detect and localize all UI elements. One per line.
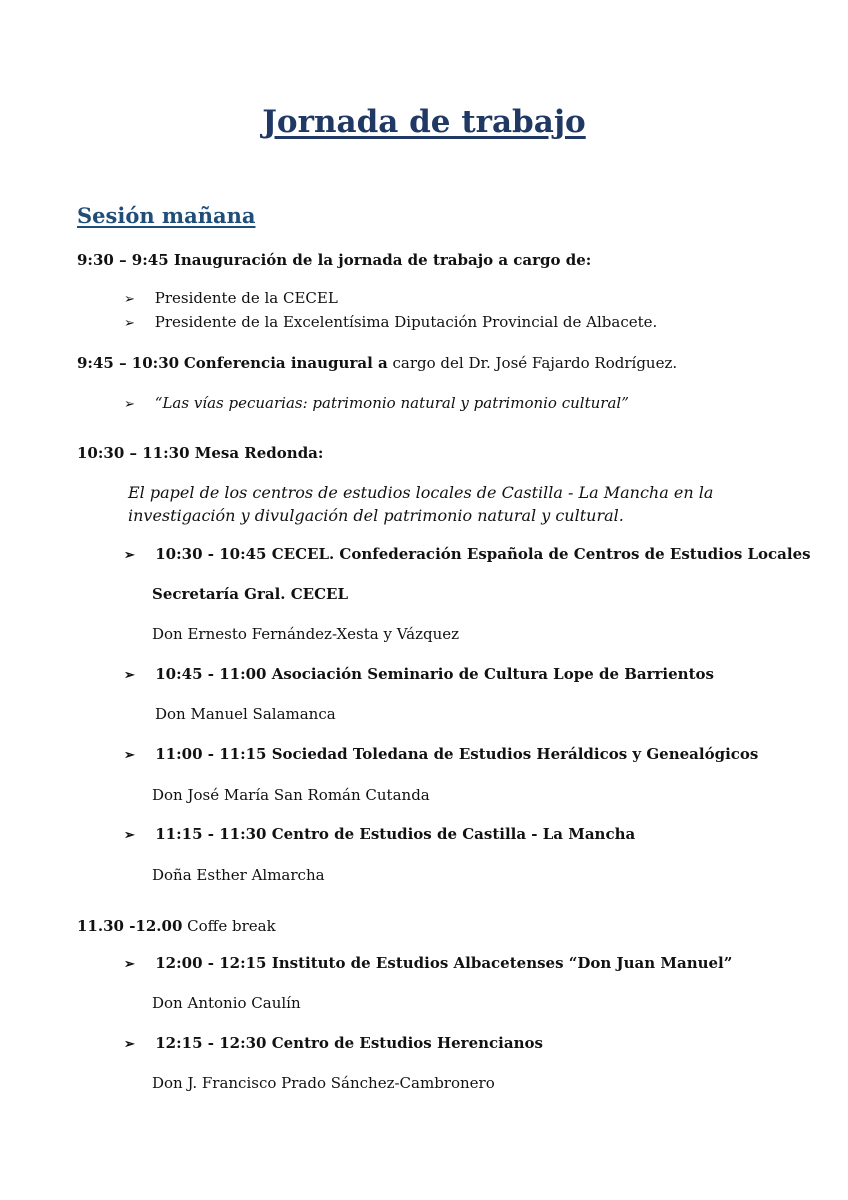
schedule-entry — [77, 917, 276, 935]
document-title: Jornada de trabajo — [262, 104, 586, 140]
list-item-heading: 12:00 - 12:15 Instituto de Estudios Albacetenses “Don Juan Manuel” — [155, 954, 733, 972]
list-item-heading: 12:15 - 12:30 Centro de Estudios Herencianos — [155, 1034, 543, 1052]
speaker-name: Don J. Francisco Prado Sánchez-Cambronero — [152, 1074, 495, 1092]
list-item — [124, 665, 714, 683]
list-item-text: Presidente de la Excelentísima Diputación Provincial de Albacete. — [154, 313, 658, 331]
list-item-text: Presidente de la CECEL — [154, 289, 338, 307]
list-item — [124, 825, 635, 843]
arrow-bullet-icon: ➢ — [124, 548, 135, 563]
schedule-entry — [77, 251, 591, 269]
section-heading: Sesión mañana — [77, 203, 256, 228]
list-item — [124, 289, 338, 307]
arrow-bullet-icon: ➢ — [124, 1037, 135, 1052]
list-item-heading: 11:00 - 11:15 Sociedad Toledana de Estudios Heráldicos y Genealógicos — [155, 745, 759, 763]
arrow-bullet-icon: ➢ — [124, 397, 135, 412]
entry-time: 10:30 – 11:30 — [77, 444, 190, 462]
speaker-name: Don Antonio Caulín — [152, 994, 301, 1012]
entry-text: Mesa Redonda: — [194, 444, 324, 462]
arrow-bullet-icon: ➢ — [124, 316, 135, 331]
list-item — [124, 954, 732, 972]
entry-time: 9:45 – 10:30 — [77, 354, 180, 372]
speaker-name: Don Manuel Salamanca — [155, 705, 336, 723]
speaker-name: Don José María San Román Cutanda — [152, 786, 430, 804]
arrow-bullet-icon: ➢ — [124, 748, 135, 763]
arrow-bullet-icon: ➢ — [124, 292, 135, 307]
entry-bold-text: Conferencia inaugural a — [183, 354, 388, 372]
entry-text: Coffe break — [187, 917, 276, 935]
list-item — [124, 1034, 543, 1052]
entry-time: 11.30 -12.00 — [77, 917, 183, 935]
arrow-bullet-icon: ➢ — [124, 828, 135, 843]
entry-time: 9:30 – 9:45 — [77, 251, 169, 269]
lecture-title: “Las vías pecuarias: patrimonio natural y patrimonio cultural” — [154, 394, 629, 412]
list-item-heading: 10:30 - 10:45 CECEL. Confederación Española de Centros de Estudios Locales — [155, 545, 811, 563]
schedule-entry — [77, 444, 323, 462]
schedule-entry — [77, 354, 677, 372]
speaker-name: Don Ernesto Fernández-Xesta y Vázquez — [152, 625, 460, 643]
speaker-name: Doña Esther Almarcha — [152, 866, 325, 884]
entry-text: cargo del Dr. José Fajardo Rodríguez. — [392, 354, 678, 372]
round-table-description: El papel de los centros de estudios locales de Castilla - La Mancha en la investigación y divulgación del patrimonio natural y cultural. — [128, 483, 714, 525]
list-item — [124, 394, 629, 412]
list-item — [124, 545, 811, 563]
entry-text: Inauguración de la jornada de trabajo a cargo de: — [173, 251, 592, 269]
list-item-heading: 10:45 - 11:00 Asociación Seminario de Cultura Lope de Barrientos — [155, 665, 714, 683]
list-item — [124, 313, 657, 331]
arrow-bullet-icon: ➢ — [124, 668, 135, 683]
list-item-subheading: Secretaría Gral. CECEL — [152, 585, 349, 603]
list-item-heading: 11:15 - 11:30 Centro de Estudios de Castilla - La Mancha — [155, 825, 636, 843]
arrow-bullet-icon: ➢ — [124, 957, 135, 972]
list-item — [124, 745, 758, 763]
